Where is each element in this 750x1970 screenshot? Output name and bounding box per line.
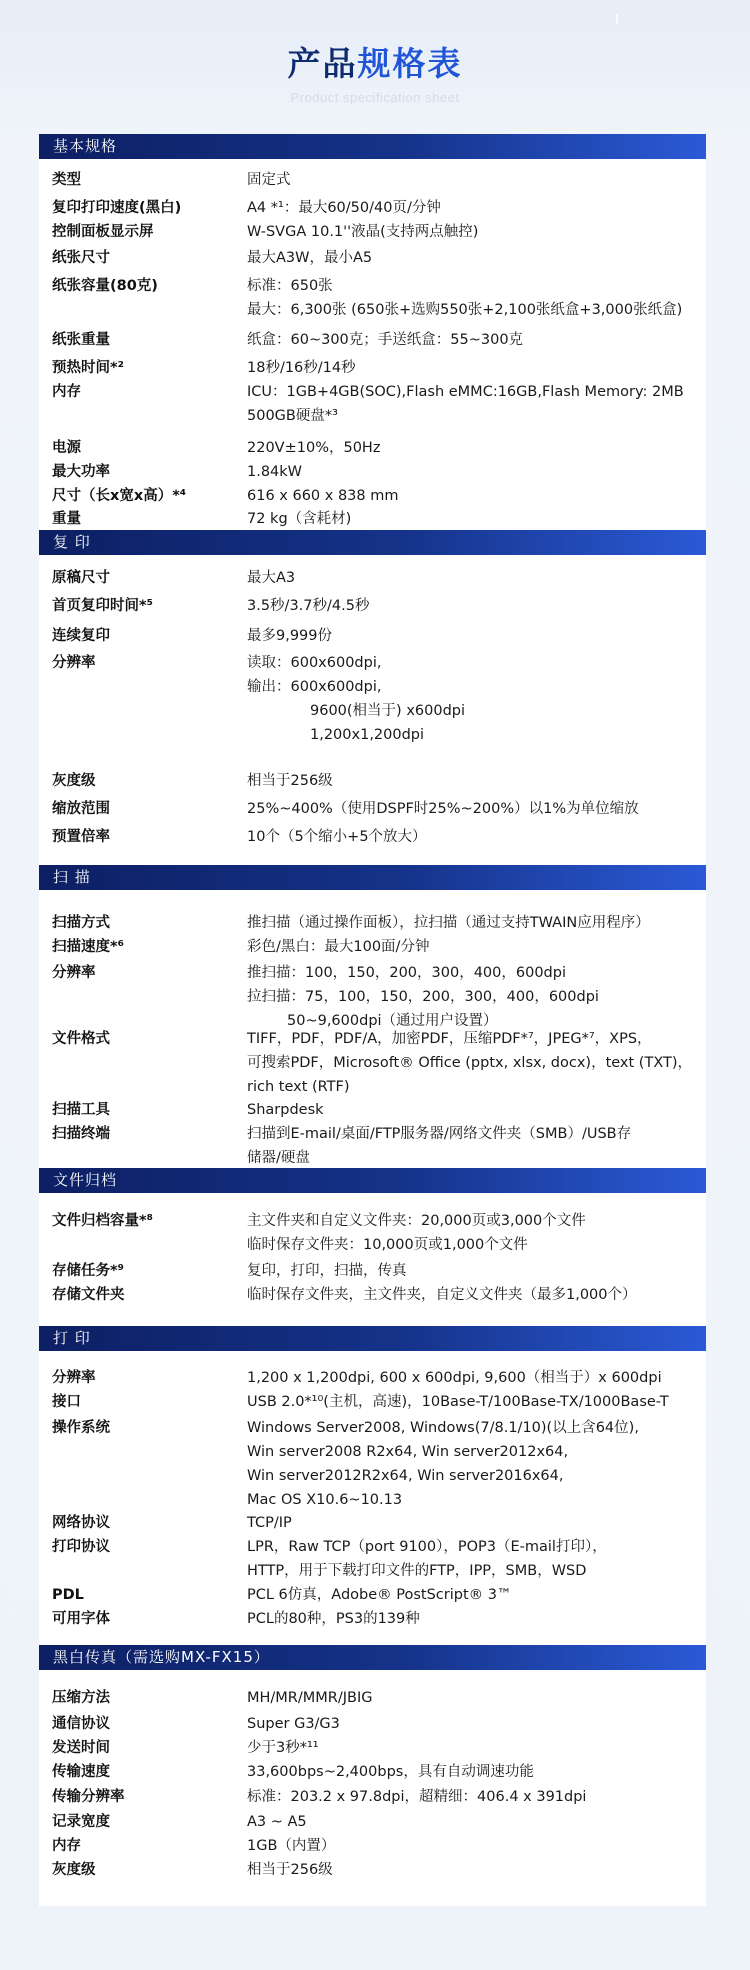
section-header: 打 印	[39, 1326, 706, 1351]
spec-value	[247, 1209, 750, 1257]
spec-value-line: 拉扫描：75，100，150，200，300，400，600dpi	[247, 989, 599, 1005]
spec-value	[247, 507, 750, 531]
spec-value	[247, 624, 750, 648]
spec-value-line: 少于3秒*¹¹	[247, 1740, 319, 1756]
spec-value-line: TCP/IP	[247, 1515, 292, 1531]
spec-value	[247, 651, 750, 747]
spec-value	[247, 1858, 750, 1882]
spec-value-line: MH/MR/MMR/JBIG	[247, 1690, 373, 1706]
spec-label: 扫描速度*⁶	[52, 939, 124, 955]
spec-value	[247, 1760, 750, 1784]
spec-label: 扫描工具	[52, 1102, 110, 1118]
spec-label: 分辨率	[52, 965, 96, 981]
spec-value-line: 最大A3	[247, 570, 296, 586]
spec-value	[247, 594, 750, 618]
spec-value	[247, 1810, 750, 1834]
spec-value	[247, 220, 750, 244]
spec-label: 打印协议	[52, 1539, 110, 1555]
spec-value	[247, 961, 750, 1033]
spec-value-line: 复印，打印，扫描，传真	[247, 1263, 407, 1279]
spec-label: 类型	[52, 172, 81, 188]
spec-value-line: 临时保存文件夹，主文件夹，自定义文件夹（最多1,000个）	[247, 1287, 637, 1303]
section-header: 文件归档	[39, 1168, 706, 1193]
spec-value-line: 相当于256级	[247, 1862, 333, 1878]
spec-value	[247, 1686, 750, 1710]
spec-value-line: 最大：6,300张 (650张+选购550张+2,100张纸盒+3,000张纸盒)	[247, 302, 683, 318]
section-header: 基本规格	[39, 134, 706, 159]
spec-value	[247, 1583, 750, 1607]
spec-value	[247, 1027, 750, 1099]
spec-value-line: Win server2008 R2x64, Win server2012x64,	[247, 1444, 569, 1460]
spec-value	[247, 1416, 750, 1512]
spec-value	[247, 1283, 750, 1307]
spec-label: 重量	[52, 511, 81, 527]
spec-label: 扫描终端	[52, 1126, 110, 1142]
spec-value-line: 标准：203.2 x 97.8dpi，超精细：406.4 x 391dpi	[247, 1789, 587, 1805]
spec-value	[247, 825, 750, 849]
spec-value-line: 扫描到E-mail/桌面/FTP服务器/网络文件夹（SMB）/USB存	[247, 1126, 632, 1142]
spec-value-line: 标准：650张	[247, 278, 333, 294]
spec-label: 纸张尺寸	[52, 250, 110, 266]
spec-value	[247, 769, 750, 793]
spec-value	[247, 484, 750, 508]
spec-value	[247, 1712, 750, 1736]
spec-label: 最大功率	[52, 464, 110, 480]
spec-value	[247, 328, 750, 352]
spec-value	[247, 380, 750, 428]
spec-label: 内存	[52, 384, 81, 400]
spec-value-line: 616 x 660 x 838 mm	[247, 488, 399, 504]
section-header: 黑白传真（需选购MX-FX15）	[39, 1645, 706, 1670]
spec-value-line: 1,200 x 1,200dpi, 600 x 600dpi, 9,600（相当于）x 600dpi	[247, 1370, 662, 1386]
section-header: 复 印	[39, 530, 706, 555]
spec-label: 纸张重量	[52, 332, 110, 348]
spec-value-line: 最多9,999份	[247, 628, 333, 644]
spec-label: 电源	[52, 440, 81, 456]
spec-label: 存储任务*⁹	[52, 1263, 124, 1279]
spec-value	[247, 168, 750, 192]
spec-value	[247, 1366, 750, 1390]
decorative-mark	[616, 14, 618, 24]
spec-value-line: 25%~400%（使用DSPF时25%~200%）以1%为单位缩放	[247, 801, 639, 817]
spec-label: 原稿尺寸	[52, 570, 110, 586]
spec-value-line: Mac OS X10.6~10.13	[247, 1492, 403, 1508]
spec-value	[247, 436, 750, 460]
spec-label: 文件格式	[52, 1031, 110, 1047]
spec-value-line: 50~9,600dpi（通过用户设置）	[287, 1013, 498, 1029]
spec-label: 扫描方式	[52, 915, 110, 931]
spec-value	[247, 1122, 750, 1170]
spec-value	[247, 1535, 750, 1583]
spec-value-line: 推扫描：100，150，200，300，400，600dpi	[247, 965, 566, 981]
spec-label: 预置倍率	[52, 829, 110, 845]
spec-label: 发送时间	[52, 1740, 110, 1756]
spec-label: 预热时间*²	[52, 360, 124, 376]
spec-value-line: 500GB硬盘*³	[247, 408, 338, 424]
spec-value-line: 纸盒：60~300克；手送纸盒：55~300克	[247, 332, 524, 348]
spec-value-line: Windows Server2008, Windows(7/8.1/10)(以上含64位),	[247, 1420, 639, 1436]
spec-value-line: PCL的80种，PS3的139种	[247, 1611, 420, 1627]
spec-label: 接口	[52, 1394, 81, 1410]
spec-label: 通信协议	[52, 1716, 110, 1732]
spec-value-line: 18秒/16秒/14秒	[247, 360, 356, 376]
spec-value-line: 读取：600x600dpi,	[247, 655, 382, 671]
spec-value-line: 1,200x1,200dpi	[310, 727, 425, 743]
spec-value	[247, 460, 750, 484]
spec-value-line: rich text (RTF)	[247, 1079, 350, 1095]
spec-label: 灰度级	[52, 1862, 96, 1878]
spec-label: 文件归档容量*⁸	[52, 1213, 153, 1229]
spec-value	[247, 274, 750, 322]
spec-label: 纸张容量(80克)	[52, 278, 158, 294]
spec-value-line: A3 ~ A5	[247, 1814, 307, 1830]
spec-value-line: 可搜索PDF，Microsoft® Office (pptx, xlsx, docx)，text (TXT)，	[247, 1055, 693, 1071]
spec-value-line: TIFF，PDF，PDF/A，加密PDF，压缩PDF*⁷，JPEG*⁷，XPS，	[247, 1031, 652, 1047]
spec-value-line: 相当于256级	[247, 773, 333, 789]
spec-value-line: 33,600bps~2,400bps，具有自动调速功能	[247, 1764, 534, 1780]
spec-label: 控制面板显示屏	[52, 224, 154, 240]
spec-value-line: 临时保存文件夹：10,000页或1,000个文件	[247, 1237, 528, 1253]
spec-value	[247, 196, 750, 220]
spec-label: 存储文件夹	[52, 1287, 125, 1303]
spec-value-line: Super G3/G3	[247, 1716, 340, 1732]
spec-value-line: W-SVGA 10.1''液晶(支持两点触控)	[247, 224, 479, 240]
spec-value	[247, 1390, 750, 1414]
spec-label: 复印打印速度(黑白)	[52, 200, 182, 216]
page-subtitle: Product specification sheet	[290, 90, 460, 105]
spec-value-line: 输出：600x600dpi,	[247, 679, 382, 695]
spec-value-line: 固定式	[247, 172, 291, 188]
spec-value	[247, 797, 750, 821]
spec-value-line: 最大A3W，最小A5	[247, 250, 373, 266]
spec-value-line: 10个（5个缩小+5个放大）	[247, 829, 427, 845]
spec-value-line: Win server2012R2x64, Win server2016x64,	[247, 1468, 564, 1484]
spec-value-line: 72 kg（含耗材)	[247, 511, 352, 527]
spec-label: 内存	[52, 1838, 81, 1854]
spec-label: 灰度级	[52, 773, 96, 789]
spec-value-line: HTTP，用于下载打印文件的FTP，IPP，SMB，WSD	[247, 1563, 587, 1579]
spec-value-line: Sharpdesk	[247, 1102, 324, 1118]
spec-value-line: LPR，Raw TCP（port 9100），POP3（E-mail打印），	[247, 1539, 607, 1555]
spec-label: 缩放范围	[52, 801, 110, 817]
spec-label: 传输分辨率	[52, 1789, 125, 1805]
spec-value	[247, 1736, 750, 1760]
spec-label: 可用字体	[52, 1611, 110, 1627]
spec-value-line: 储器/硬盘	[247, 1150, 310, 1166]
spec-value-line: 3.5秒/3.7秒/4.5秒	[247, 598, 370, 614]
page-title: 产品规格表	[287, 44, 463, 83]
section-header: 扫 描	[39, 865, 706, 890]
spec-value-line: PCL 6仿真，Adobe® PostScript® 3™	[247, 1587, 512, 1603]
spec-label: 网络协议	[52, 1515, 110, 1531]
spec-label: 分辨率	[52, 655, 96, 671]
spec-value-line: 220V±10%，50Hz	[247, 440, 381, 456]
spec-label: 连续复印	[52, 628, 110, 644]
spec-value-line: 9600(相当于) x600dpi	[310, 703, 466, 719]
spec-label: PDL	[52, 1587, 84, 1603]
spec-value	[247, 1834, 750, 1858]
spec-value	[247, 935, 750, 959]
spec-value	[247, 356, 750, 380]
spec-label: 记录宽度	[52, 1814, 110, 1830]
spec-value	[247, 1098, 750, 1122]
spec-label: 传输速度	[52, 1764, 110, 1780]
spec-value-line: A4 *¹：最大60/50/40页/分钟	[247, 200, 441, 216]
spec-value	[247, 1511, 750, 1535]
spec-label: 压缩方法	[52, 1690, 110, 1706]
spec-value-line: ICU：1GB+4GB(SOC),Flash eMMC:16GB,Flash Memory: 2MB	[247, 384, 684, 400]
spec-label: 首页复印时间*⁵	[52, 598, 153, 614]
spec-label: 分辨率	[52, 1370, 96, 1386]
spec-value	[247, 1785, 750, 1809]
spec-value	[247, 1607, 750, 1631]
spec-value	[247, 566, 750, 590]
spec-value-line: 1GB（内置）	[247, 1838, 336, 1854]
spec-value-line: USB 2.0*¹⁰(主机，高速)，10Base-T/100Base-TX/1000Base-T	[247, 1394, 669, 1410]
spec-value-line: 1.84kW	[247, 464, 303, 480]
spec-value	[247, 246, 750, 270]
spec-value	[247, 1259, 750, 1283]
spec-value-line: 主文件夹和自定义文件夹：20,000页或3,000个文件	[247, 1213, 586, 1229]
spec-label: 尺寸（长x宽x高）*⁴	[52, 488, 187, 504]
spec-value-line: 彩色/黑白：最大100面/分钟	[247, 939, 430, 955]
spec-value	[247, 911, 750, 935]
spec-label: 操作系统	[52, 1420, 110, 1436]
spec-value-line: 推扫描（通过操作面板），拉扫描（通过支持TWAIN应用程序）	[247, 915, 650, 931]
